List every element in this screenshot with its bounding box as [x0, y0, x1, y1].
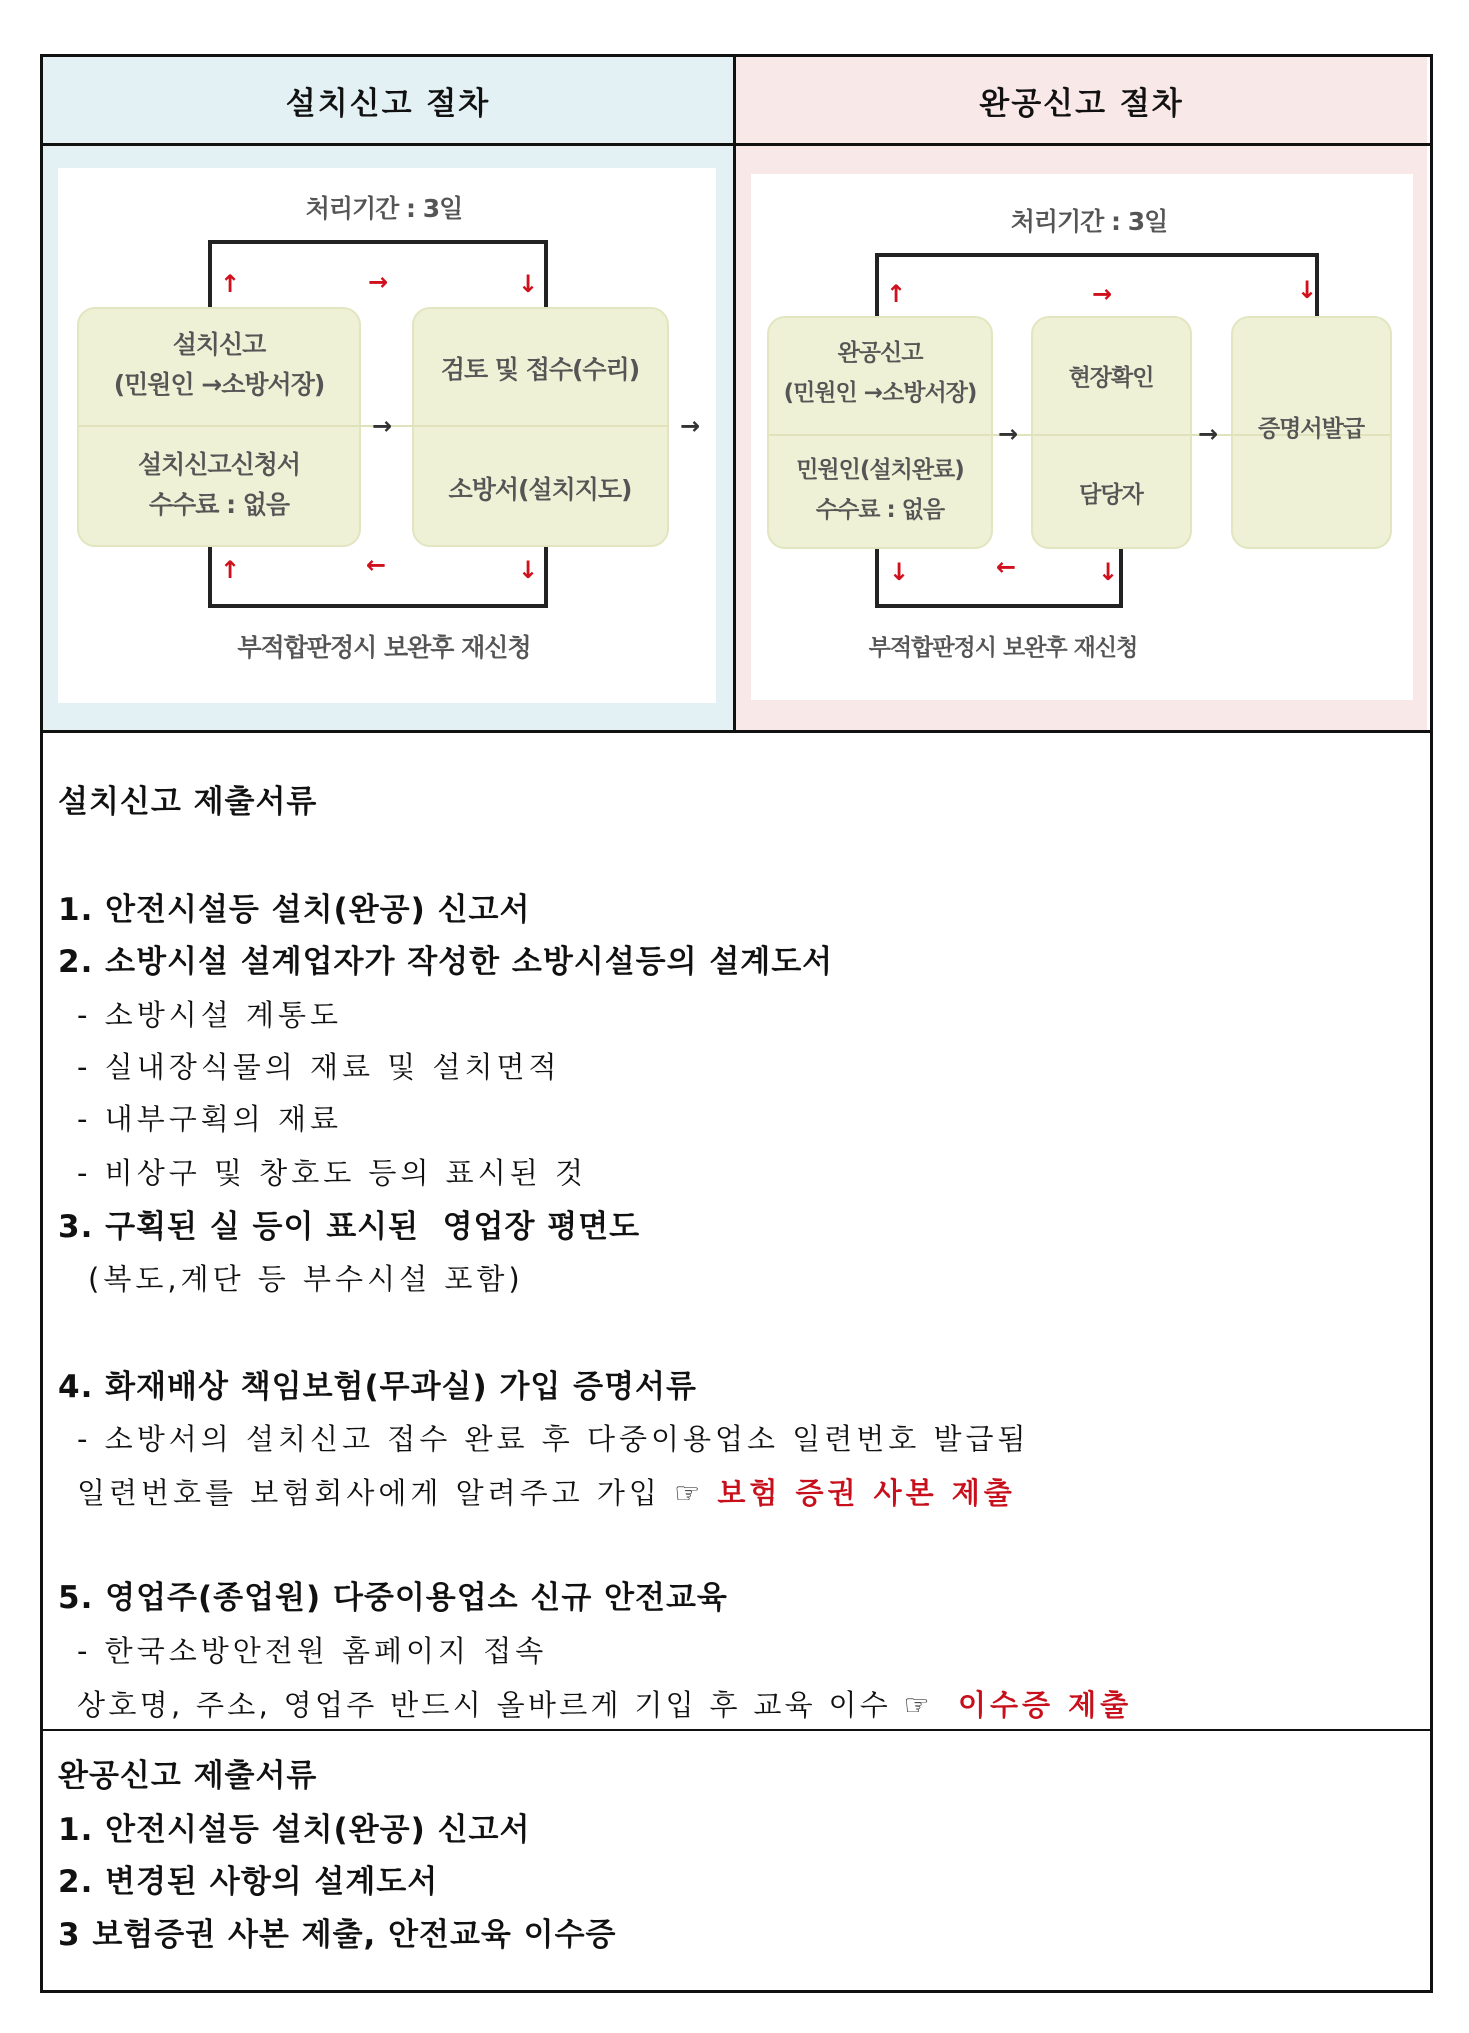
doc-item: 1. 안전시설등 설치(완공) 신고서 — [58, 1812, 531, 1848]
doc-item: 3. 구획된 실 등이 표시된 영업장 평면도 — [58, 1209, 641, 1245]
arrow-down-icon: ↓ — [1098, 558, 1119, 586]
doc-subitem: - 한국소방안전원 홈페이지 접속 — [77, 1634, 548, 1668]
review-detail: 소방서(설치지도) — [448, 475, 632, 504]
arrow-right-icon: → — [372, 412, 393, 440]
label: 완공신고 — [837, 340, 923, 366]
label: (민원인 →소방서장) — [113, 370, 325, 399]
label: 민원인(설치완료) — [796, 457, 964, 483]
certificate-title: 증명서발급 — [1257, 416, 1365, 442]
label: 수수료 : 없음 — [815, 497, 945, 523]
arrow-down-icon: ↓ — [1297, 276, 1318, 304]
arrow-right-icon: → — [368, 268, 389, 296]
divider — [733, 54, 736, 733]
certificate-highlight: 이수증 제출 — [957, 1688, 1133, 1722]
review-box — [412, 307, 669, 547]
arrow-right-icon: → — [1198, 420, 1219, 448]
doc-line — [77, 1685, 1132, 1725]
install-period: 처리기간 : 3일 — [305, 194, 463, 223]
label: 설치신고 — [172, 330, 266, 359]
doc-item: 4. 화재배상 책임보험(무과실) 가입 증명서류 — [58, 1369, 697, 1405]
complete-report-detail — [796, 450, 964, 530]
install-reapply-note: 부적합판정시 보완후 재신청 — [237, 633, 531, 662]
install-report-title — [114, 325, 325, 405]
install-procedure-header: 설치신고 절차 — [285, 85, 491, 122]
complete-reapply-note: 부적합판정시 보완후 재신청 — [868, 635, 1138, 661]
arrow-right-icon: → — [1092, 280, 1113, 308]
label: (민원인 →소방서장) — [783, 380, 977, 406]
complete-period: 처리기간 : 3일 — [1010, 207, 1168, 236]
doc-item: 2. 변경된 사항의 설계도서 — [58, 1864, 439, 1900]
arrow-left-icon: ← — [996, 553, 1017, 581]
doc-note: (복도,계단 등 부수시설 포함) — [88, 1262, 524, 1296]
arrow-right-icon: → — [998, 420, 1019, 448]
arrow-left-icon: ← — [366, 551, 387, 579]
arrow-up-icon: ↑ — [886, 280, 907, 308]
doc-subitem: - 내부구획의 재료 — [77, 1102, 342, 1136]
review-title: 검토 및 접수(수리) — [440, 355, 640, 384]
doc-line — [77, 1473, 1016, 1513]
complete-procedure-header: 완공신고 절차 — [979, 85, 1184, 122]
doc-subitem: - 소방시설 계통도 — [77, 998, 342, 1032]
install-report-detail — [138, 445, 300, 525]
label: 수수료 : 없음 — [148, 490, 290, 519]
label: 설치신고신청서 — [137, 450, 301, 479]
arrow-down-icon: ↓ — [518, 270, 539, 298]
doc-item: 1. 안전시설등 설치(완공) 신고서 — [58, 892, 531, 928]
insurance-highlight: 보험 증권 사본 제출 — [717, 1476, 1016, 1510]
doc-item: 5. 영업주(종업원) 다중이용업소 신규 안전교육 — [58, 1580, 728, 1616]
site-check-title: 현장확인 — [1068, 365, 1154, 391]
doc-item: 2. 소방시설 설계업자가 작성한 소방시설등의 설계도서 — [58, 944, 834, 980]
arrow-down-icon: ↓ — [518, 556, 539, 584]
install-docs-title: 설치신고 제출서류 — [58, 784, 318, 820]
doc-subitem: - 비상구 및 창호도 등의 표시된 것 — [77, 1156, 587, 1190]
doc-subitem: - 소방서의 설치신고 접수 완료 후 다중이용업소 일련번호 발급됨 — [77, 1422, 1030, 1456]
doc-subitem: - 실내장식물의 재료 및 설치면적 — [77, 1050, 561, 1084]
arrow-right-icon: → — [680, 412, 701, 440]
arrow-up-icon: ↑ — [220, 556, 241, 584]
complete-report-title — [784, 333, 977, 413]
complete-docs-title: 완공신고 제출서류 — [58, 1758, 318, 1794]
divider — [40, 1729, 1430, 1731]
doc-text: 상호명, 주소, 영업주 반드시 올바르게 기입 후 교육 이수 ☞ — [77, 1688, 933, 1722]
doc-item: 3 보험증권 사본 제출, 안전교육 이수증 — [58, 1917, 617, 1953]
site-check-detail: 담당자 — [1079, 482, 1143, 508]
arrow-down-icon: ↓ — [889, 558, 910, 586]
doc-text: 일련번호를 보험회사에게 알려주고 가입 ☞ — [77, 1476, 705, 1510]
arrow-up-icon: ↑ — [220, 270, 241, 298]
